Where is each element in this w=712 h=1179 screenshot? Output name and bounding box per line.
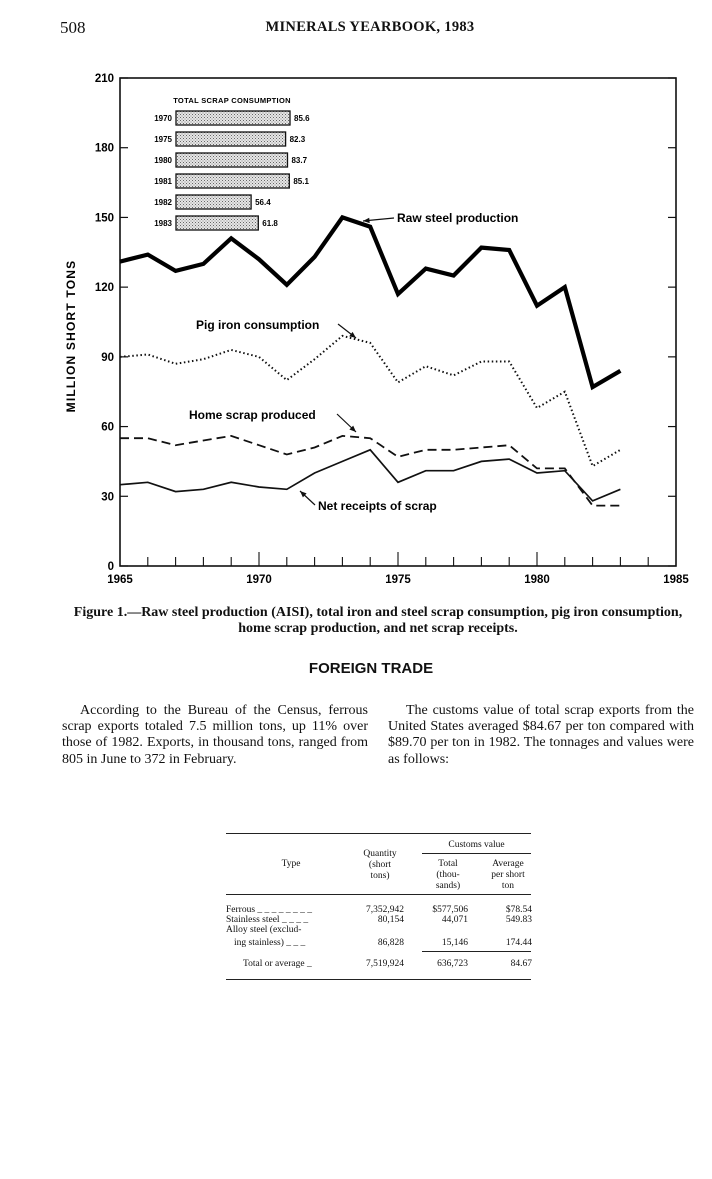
- inset-category-label: 1975: [154, 135, 172, 144]
- col-header-type: Type: [281, 859, 301, 869]
- inset-bar: [176, 132, 286, 146]
- y-axis-label: MILLION SHORT TONS: [64, 259, 78, 413]
- header-rule: [226, 894, 531, 895]
- figure-caption: Figure 1.—Raw steel production (AISI), total iron and steel scrap consumption, pig iron consumption, home scrap production, and net scrap receipts.: [73, 605, 683, 636]
- inset-value-label: 85.6: [294, 114, 310, 123]
- col-header-qty-2: (short: [368, 860, 392, 870]
- series-label: Pig iron consumption: [196, 318, 320, 332]
- paragraph-2: The customs value of total scrap exports from the United States averaged $84.67 per ton compared with $89.70 per ton in 1982. The tonnages and values were as follows:: [388, 703, 694, 767]
- series-line-raw-steel-production: [120, 217, 620, 387]
- table-bottom-rule: [226, 979, 531, 980]
- inset-value-label: 83.7: [291, 156, 308, 165]
- total-rule: [422, 951, 531, 952]
- inset-category-label: 1970: [154, 114, 172, 123]
- total-row-qty: 7,519,924: [366, 959, 404, 969]
- page-number: 508: [60, 18, 86, 37]
- x-tick-label: 1970: [246, 574, 272, 586]
- x-tick-label: 1980: [524, 574, 550, 586]
- inset-bar: [176, 153, 288, 167]
- y-tick-label: 120: [94, 282, 114, 295]
- row-total: $577,506: [432, 905, 468, 915]
- paragraph-1: According to the Bureau of the Census, ferrous scrap exports totaled 7.5 million tons, up 11% over those of 1982. Exports, in thousand tons, ranged from 805 in June to 372 in February.: [62, 703, 368, 767]
- row-total: 15,146: [441, 938, 468, 948]
- series-line-pig-iron-consumption: [120, 336, 620, 466]
- col-header-customs: Customs value: [448, 840, 505, 850]
- col-header-avg-3: ton: [501, 881, 515, 891]
- inset-bar: [176, 195, 251, 209]
- inset-value-label: 56.4: [255, 198, 271, 207]
- inset-value-label: 61.8: [262, 219, 278, 228]
- col-header-total-1: Total: [438, 859, 458, 869]
- row-qty: 7,352,942: [366, 905, 404, 915]
- row-type: Ferrous _ _ _ _ _ _ _ _: [226, 905, 313, 915]
- inset-bar: [176, 174, 289, 188]
- series-label: Raw steel production: [397, 211, 519, 225]
- row-total: 44,071: [441, 915, 468, 925]
- x-tick-label: 1965: [107, 574, 133, 586]
- inset-category-label: 1983: [154, 219, 172, 228]
- x-tick-label: 1985: [663, 574, 689, 586]
- series-line-home-scrap-produced: [120, 436, 620, 506]
- inset-value-label: 82.3: [289, 135, 306, 144]
- y-tick-label: 30: [101, 491, 114, 504]
- total-row-type: Total or average _: [243, 959, 312, 969]
- row-type: Stainless steel _ _ _ _: [226, 915, 309, 925]
- row-qty: 86,828: [377, 938, 404, 948]
- customs-rule: [422, 853, 531, 854]
- inset-bar: [176, 111, 290, 125]
- inset-bar: [176, 216, 258, 230]
- running-title: MINERALS YEARBOOK, 1983: [265, 19, 475, 35]
- series-label: Net receipts of scrap: [318, 499, 437, 513]
- col-header-avg-2: per short: [491, 870, 525, 880]
- row-type: ing stainless) _ _ _: [234, 938, 306, 948]
- row-avg: $78.54: [505, 905, 532, 915]
- row-avg: 549.83: [505, 915, 532, 925]
- table-top-rule: [226, 833, 531, 834]
- y-tick-label: 210: [94, 73, 114, 85]
- series-line-net-receipts-of-scrap: [120, 450, 620, 501]
- y-tick-label: 0: [107, 561, 114, 573]
- x-tick-label: 1975: [385, 574, 411, 586]
- y-tick-label: 150: [94, 212, 114, 225]
- col-header-total-2: (thou-: [436, 870, 460, 880]
- inset-category-label: 1981: [154, 177, 172, 186]
- row-qty: 80,154: [377, 915, 404, 925]
- inset-category-label: 1982: [154, 198, 172, 207]
- inset-category-label: 1980: [154, 156, 172, 165]
- total-row-avg: 84.67: [510, 959, 532, 969]
- col-header-qty-1: Quantity: [363, 849, 397, 859]
- inset-value-label: 85.1: [293, 177, 309, 186]
- col-header-total-3: sands): [435, 881, 461, 891]
- col-header-avg-1: Average: [492, 859, 524, 869]
- y-tick-label: 180: [94, 142, 114, 155]
- row-avg: 174.44: [505, 938, 532, 948]
- series-label: Home scrap produced: [189, 408, 316, 422]
- total-row-total: 636,723: [437, 959, 468, 969]
- row-type: Alloy steel (exclud-: [226, 925, 302, 935]
- col-header-qty-3: tons): [370, 871, 390, 881]
- y-tick-label: 90: [101, 351, 114, 364]
- inset-title: TOTAL SCRAP CONSUMPTION: [173, 96, 291, 105]
- section-title: FOREIGN TRADE: [308, 660, 434, 677]
- y-tick-label: 60: [101, 421, 114, 434]
